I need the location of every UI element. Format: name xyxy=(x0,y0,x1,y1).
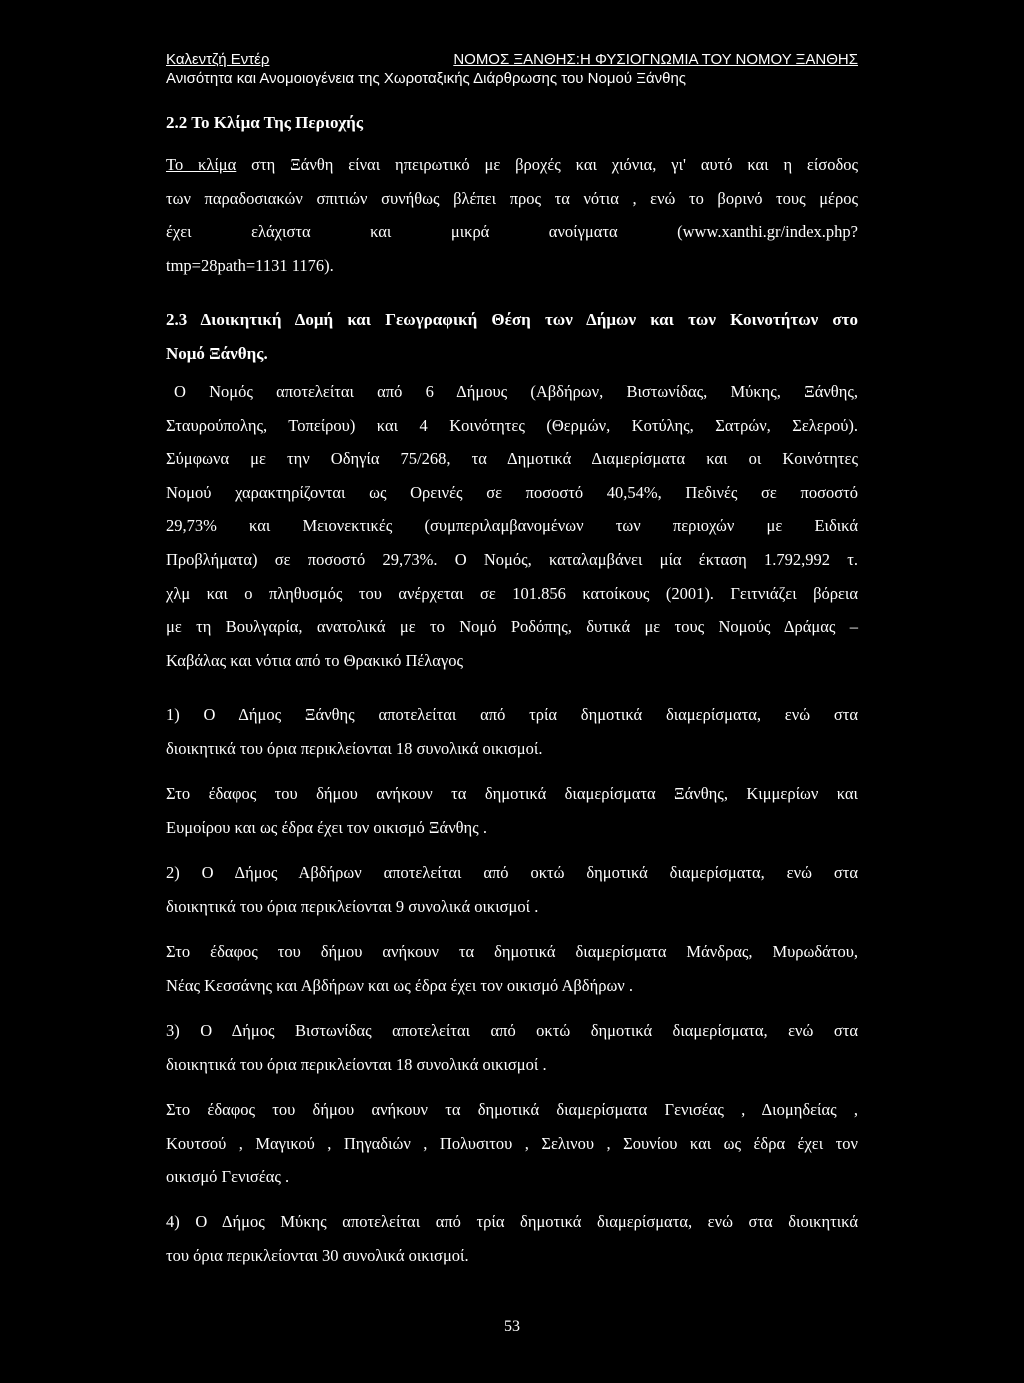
municipality-block-2: Στο έδαφος του δήμου ανήκουν τα δημοτικά διαμερίσματα Ξάνθης, Κιμμερίων και Ευμοίρου και ως έδρα έχει τον οικισμό Ξάνθης . xyxy=(166,784,858,837)
section-2-2-heading: 2.2 Το Κλίμα Της Περιοχής xyxy=(166,113,364,132)
climate-link[interactable]: Το κλίμα xyxy=(166,155,237,174)
municipality-block-3: 2) Ο Δήμος Αβδήρων αποτελείται από οκτώ δημοτικά διαμερίσματα, ενώ στα διοικητικά του όρια περικλείονται 9 συνολικά οικισμοί . xyxy=(166,863,858,916)
header-subtitle: Ανισότητα και Ανομοιογένεια της Χωροταξικής Διάρθρωσης του Νομού Ξάνθης xyxy=(166,70,687,87)
running-header xyxy=(166,50,858,88)
section-2-3-heading: 2.3 Διοικητική Δομή και Γεωγραφική Θέση των Δήμων και των Κοινοτήτων στο Νομό Ξάνθης. xyxy=(166,310,858,363)
municipality-block-4: Στο έδαφος του δήμου ανήκουν τα δημοτικά διαμερίσματα Μάνδρας, Μυρωδάτου, Νέας Κεσσάνης και Αβδήρων και ως έδρα έχει τον οικισμό Αβδήρων . xyxy=(166,942,858,995)
section-2-2-paragraph: Το κλίμα στη Ξάνθη είναι ηπειρωτικό με βροχές και χιόνια, γι' αυτό και η είσοδος των παραδοσιακών σπιτιών συνήθως βλέπει προς τα νότια , ενώ το βορινό τους μέρος έχει ελάχιστα και μικρά ανοίγματα (www.xanthi.gr/index.php? tmp=28path=1131 1176). xyxy=(166,155,858,275)
municipality-block-5: 3) Ο Δήμος Βιστωνίδας αποτελείται από οκτώ δημοτικά διαμερίσματα, ενώ στα διοικητικά του όρια περικλείονται 18 συνολικά οικισμοί . xyxy=(166,1021,858,1074)
municipality-block-7: 4) Ο Δήμος Μύκης αποτελείται από τρία δημοτικά διαμερίσματα, ενώ στα διοικητικά του όρια περικλείονται 30 συνολικά οικισμοί. xyxy=(166,1212,858,1265)
municipality-block-1: 1) Ο Δήμος Ξάνθης αποτελείται από τρία δημοτικά διαμερίσματα, ενώ στα διοικητικά του όρια περικλείονται 18 συνολικά οικισμοί. xyxy=(166,705,858,758)
page-number: 53 xyxy=(504,1318,520,1335)
header-title: ΝΟΜΟΣ ΞΑΝΘΗΣ:Η ΦΥΣΙΟΓΝΩΜΙΑ ΤΟΥ ΝΟΜΟΥ ΞΑΝΘΗΣ xyxy=(453,51,858,68)
section-2-3-intro: Ο Νομός αποτελείται από 6 Δήμους (Αβδήρων, Βιστωνίδας, Μύκης, Ξάνθης, Σταυρούπολης, Τοπείρου) και 4 Κοινότητες (Θερμών, Κοτύλης, Σατρών, Σελερού). Σύμφωνα με την Οδηγία 75/268, τα Δημοτικά Διαμερίσματα και οι Κοινότητες Νομού χαρακτηρίζονται ως Ορεινές σε ποσοστό 40,54%, Πεδινές σε ποσοστό 29,73% και Μειονεκτικές (συμπεριλαμβανομένων των περιοχών με Ειδικά Προβλήματα) σε ποσοστό 29,73%. Ο Νομός, καταλαμβάνει μία έκταση 1.792,992 τ. χλμ και ο πληθυσμός του ανέρχεται σε 101.856 κατοίκους (2001). Γειτνιάζει βόρεια με τη Βουλγαρία, ανατολικά με το Νομό Ροδόπης, δυτικά με τους Νομούς Δράμας – Καβάλας και νότια από το Θρακικό Πέλαγος xyxy=(166,382,858,670)
header-author: Καλεντζή Εντέρ xyxy=(166,51,270,68)
municipality-block-6: Στο έδαφος του δήμου ανήκουν τα δημοτικά διαμερίσματα Γενισέας , Διομηδείας , Κουτσού , Μαγικού , Πηγαδιών , Πολυσιτου , Σελινου , Σουνίου και ως έδρα έχει τον οικισμό Γενισέας . xyxy=(166,1100,858,1187)
